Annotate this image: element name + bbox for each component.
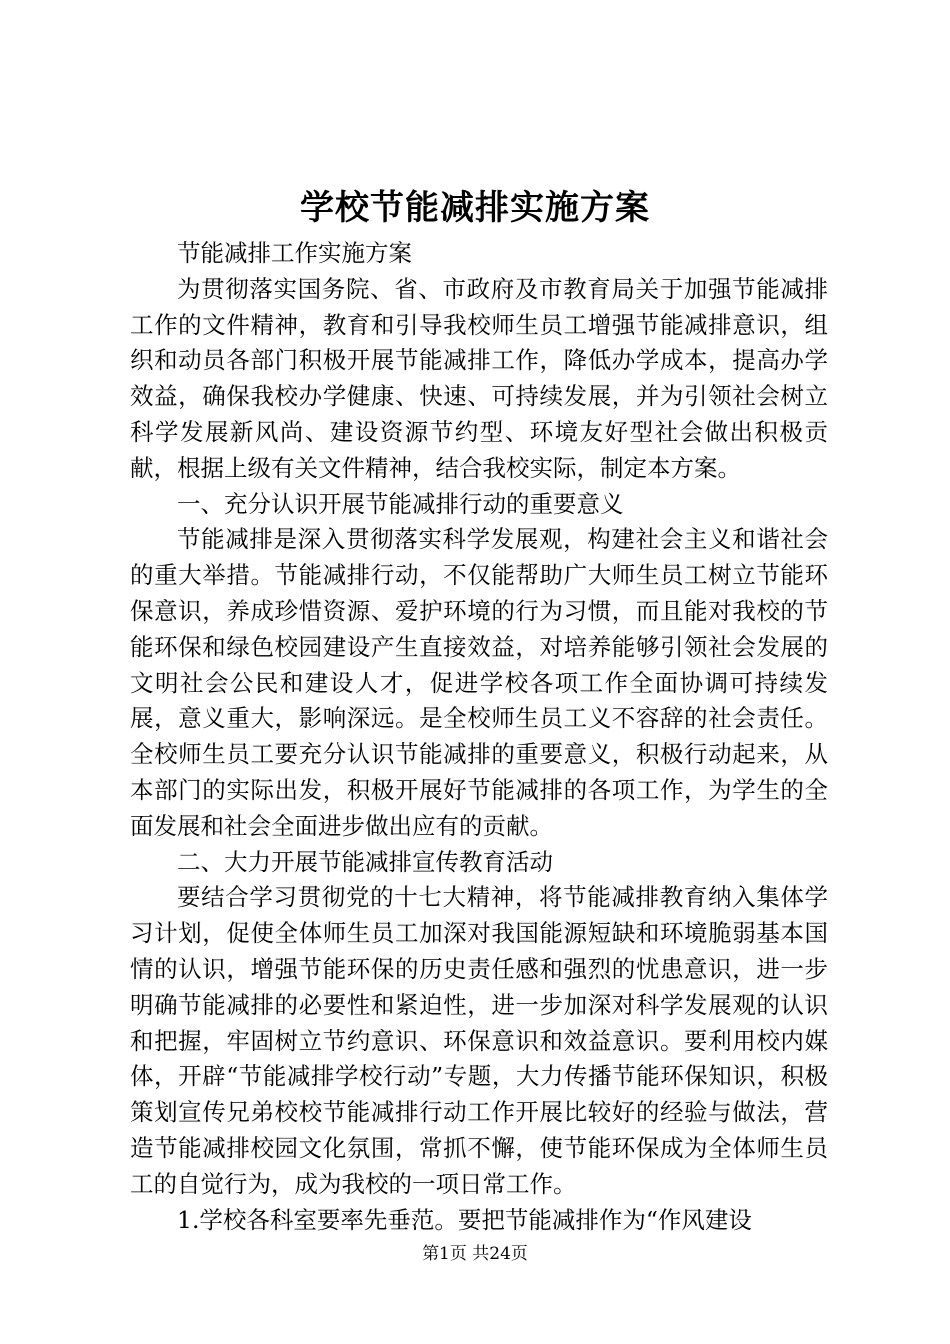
paragraph-intro: 为贯彻落实国务院、省、市政府及市教育局关于加强节能减排工作的文件精神，教育和引导我校师生员工增强节能减排意识，组织和动员各部门积极开展节能减排工作，降低办学成本，提高办学效益，确保我校办学健康、快速、可持续发展，并为引领社会树立科学发展新风尚、建设资源节约型、环境友好型社会做出积极贡献，根据上级有关文件精神，结合我校实际，制定本方案。	[130, 274, 828, 482]
paragraph-section-1: 节能减排是深入贯彻落实科学发展观，构建社会主义和谐社会的重大举措。节能减排行动，不仅能帮助广大师生员工树立节能环保意识，养成珍惜资源、爱护环境的行为习惯，而且能对我校的节能环保和绿色校园建设产生直接效益，对培养能够引领社会发展的文明社会公民和建设人才，促进学校各项工作全面协调可持续发展，意义重大，影响深远。是全校师生员工义不容辞的社会责任。全校师生员工要充分认识节能减排的重要意义，积极行动起来，从本部门的实际出发，积极开展好节能减排的各项工作，为学生的全面发展和社会全面进步做出应有的贡献。	[130, 525, 828, 840]
page-number-footer: 第1页 共24页	[422, 1244, 528, 1264]
paragraph-subtitle: 节能减排工作实施方案	[177, 239, 412, 267]
paragraph-section-2: 要结合学习贯彻党的十七大精神，将节能减排教育纳入集体学习计划，促使全体师生员工加深对我国能源短缺和环境脆弱基本国情的认识，增强节能环保的历史责任感和强烈的忧患意识，进一步明确节能减排的必要性和紧迫性，进一步加深对科学发展观的认识和把握，牢固树立节约意识、环保意识和效益意识。要利用校内媒体，开辟“节能减排学校行动”专题，大力传播节能环保知识，积极策划宣传兄弟校校节能减排行动工作开展比较好的经验与做法，营造节能减排校园文化氛围，常抓不懈，使节能环保成为全体师生员工的自觉行为，成为我校的一项日常工作。	[130, 883, 828, 1198]
document-title: 学校节能减排实施方案	[300, 188, 650, 228]
document-body	[130, 236, 828, 1238]
section-heading-1: 一、充分认识开展节能减排行动的重要意义	[177, 489, 624, 518]
paragraph-item-1: 1.学校各科室要率先垂范。要把节能减排作为“作风建设	[177, 1205, 752, 1234]
section-heading-2: 二、大力开展节能减排宣传教育活动	[177, 847, 553, 876]
